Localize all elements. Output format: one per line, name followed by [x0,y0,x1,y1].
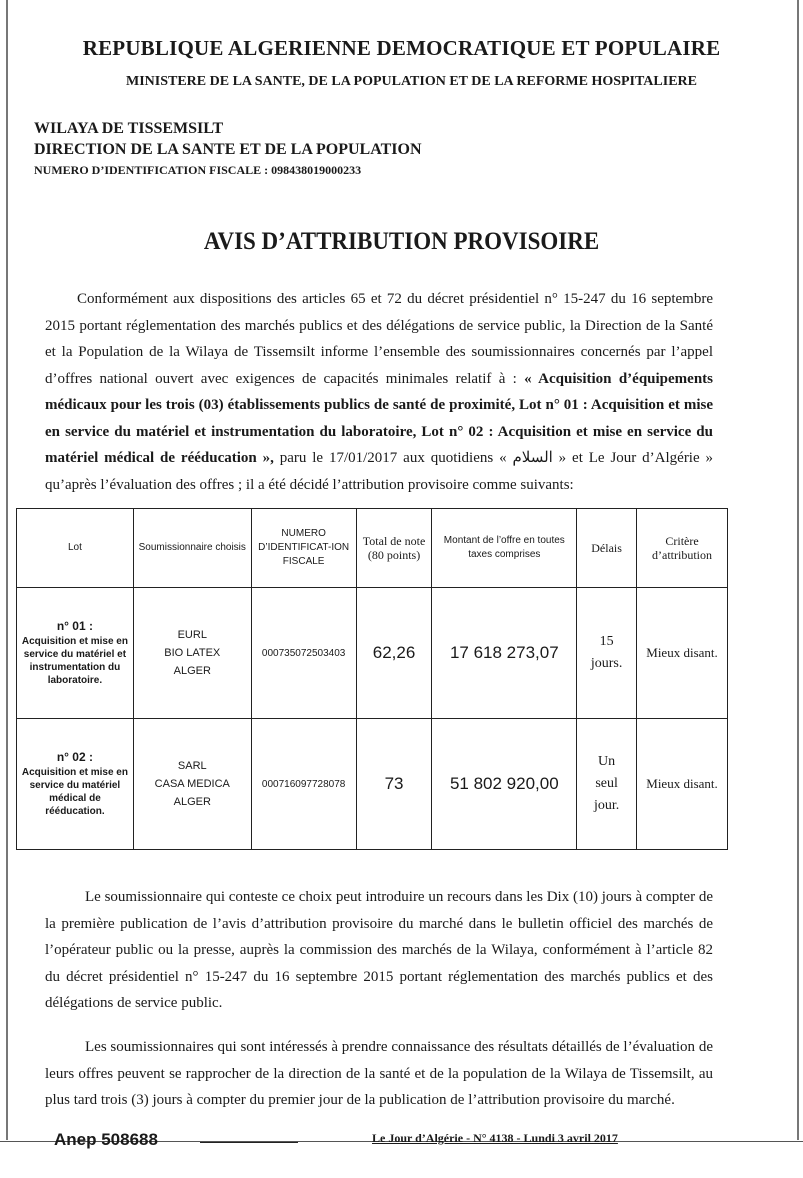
scan-border-left [6,0,8,1140]
lot-description: Acquisition et mise en service du matériel et instrumentation du laboratoire. [21,635,128,686]
issuer-block [34,118,422,181]
soumissionnaire-cell [133,719,251,850]
critere-cell: Mieux disant. [637,719,728,850]
table-row [17,719,728,850]
company-type: EURL [177,629,207,641]
intro-text-2: paru le 17/01/2017 aux quotidiens « السلام » et Le Jour d’Algérie » qu’après l’évaluation des offres ; il a été décidé l’attribution provisoire comme suivants: [45,450,714,493]
delais-cell [577,719,637,850]
republic-heading: REPUBLIQUE ALGERIENNE DEMOCRATIQUE ET POPULAIRE [82,36,721,60]
attribution-table [16,508,728,850]
soumissionnaire-cell [133,588,251,719]
table-header-row [17,509,728,588]
scan-border-right [797,0,799,1140]
montant-cell: 51 802 920,00 [432,719,577,850]
notice-title: AVIS D’ATTRIBUTION PROVISOIRE [203,228,600,255]
header-montant: Montant de l’offre en toutes taxes comprises [432,509,577,588]
company-city: ALGER [173,796,211,808]
resultats-paragraph: Les soumissionnaires qui sont intéressés à prendre connaissance des résultats détaillés de l’évaluation de leurs offres peuvent se rapprocher de la direction de la santé et de la population de la Wilaya de Tissemsilt, au plus tard trois (3) jours à compter du premier jour de la publication de l’attribution provisoire du marché. [45,1039,713,1108]
intro-text-bold: « Acquisition d’équipements médicaux pour les trois (03) établissements publics de santé de proximité, Lot n° 01 : Acquisition et mise en service du matériel et instrumentation du laboratoire, Lot n° 02 : Acquisition et mise en service du matériel médical de rééducation », [45,370,714,466]
delais-line: jours. [590,656,623,671]
lot-description: Acquisition et mise en service du matériel médical de rééducation. [21,766,128,817]
delais-line: seul [595,776,618,791]
table-row [17,588,728,719]
montant-cell: 17 618 273,07 [432,588,577,719]
header-critere: Critère d’attribution [637,509,728,588]
delais-line: 15 [599,634,614,649]
header-delais: Délais [577,509,637,588]
lot-number: n° 01 : [56,618,93,633]
note-cell: 73 [356,719,432,850]
wilaya-label: WILAYA DE TISSEMSILT [34,120,224,137]
header-note: Total de note (80 points) [356,509,432,588]
nif-cell: 000716097728078 [251,719,356,850]
company-name: BIO LATEX [164,647,221,659]
company-name: CASA MEDICA [154,778,230,790]
header-soumissionnaire: Soumissionnaire choisis [133,509,251,588]
lot-number: n° 02 : [56,749,93,764]
company-city: ALGER [173,665,211,677]
delais-line: jour. [593,798,620,813]
publication-reference: Le Jour d’Algérie - N° 4138 - Lundi 3 avril 2017 [372,1131,618,1145]
header-lot: Lot [17,509,134,588]
recours-paragraph: Le soumissionnaire qui conteste ce choix peut introduire un recours dans les Dix (10) jours à compter de la première publication de l’avis d’attribution provisoire du marché dans le bulletin officiel des marchés de l’opérateur public ou la presse, auprès la commission des marchés de la Wilaya, conformément à l’article 82 du décret présidentiel n° 15-247 du 16 septembre 2015 portant réglementation des marchés publics et des délégations de service public. [45,889,713,1011]
header-nif: NUMERO D’IDENTIFICAT-ION FISCALE [251,509,356,588]
direction-label: DIRECTION DE LA SANTE ET DE LA POPULATION [34,141,422,158]
footer-rule [200,1142,298,1143]
lot-cell [17,719,134,850]
company-type: SARL [177,760,207,772]
nif-cell: 000735072503403 [251,588,356,719]
lot-cell [17,588,134,719]
ministry-heading: MINISTERE DE LA SANTE, DE LA POPULATION ET DE LA REFORME HOSPITALIERE [125,74,697,89]
anep-reference: Anep 508688 [54,1130,158,1149]
critere-cell: Mieux disant. [637,588,728,719]
intro-paragraph [45,286,713,498]
note-cell: 62,26 [356,588,432,719]
intro-text-1: Conformément aux dispositions des articles 65 et 72 du décret présidentiel n° 15-247 du 16 septembre 2015 portant réglementation des marchés publics et des délégations de service public, la Direction de la Santé et la Population de la Wilaya de Tissemsilt informe l’ensemble des soumissionnaires concernés par l’appel d’offres national ouvert avec exigences de capacités minimales relatif à : [45,291,713,387]
delais-cell [577,588,637,719]
fiscal-id-label: NUMERO D’IDENTIFICATION FISCALE : 098438019000233 [34,163,362,177]
delais-line: Un [598,754,616,769]
